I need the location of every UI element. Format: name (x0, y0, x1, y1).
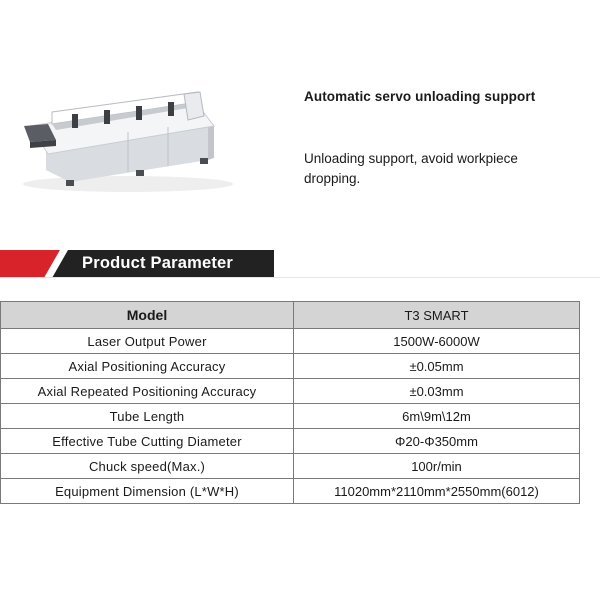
table-header-row (1, 302, 580, 329)
table-header-label: Model (1, 302, 294, 329)
table-row (1, 454, 580, 479)
param-value: 6m\9m\12m (294, 404, 580, 429)
param-value: Φ20-Φ350mm (294, 429, 580, 454)
param-label: Laser Output Power (1, 329, 294, 354)
param-value: ±0.05mm (294, 354, 580, 379)
param-value: ±0.03mm (294, 379, 580, 404)
feature-title: Automatic servo unloading support (304, 89, 536, 104)
section-title: Product Parameter (82, 254, 234, 272)
product-parameter-table (0, 301, 580, 504)
param-label: Tube Length (1, 404, 294, 429)
param-label: Equipment Dimension (L*W*H) (1, 479, 294, 504)
param-label: Axial Positioning Accuracy (1, 354, 294, 379)
table-row (1, 379, 580, 404)
table-row (1, 354, 580, 379)
table-row (1, 479, 580, 504)
feature-description: Unloading support, avoid workpiece dropping. (304, 151, 518, 186)
param-label: Effective Tube Cutting Diameter (1, 429, 294, 454)
param-value: 100r/min (294, 454, 580, 479)
table-row (1, 329, 580, 354)
param-label: Chuck speed(Max.) (1, 454, 294, 479)
param-value: 11020mm*2110mm*2550mm(6012) (294, 479, 580, 504)
table-header-model: T3 SMART (294, 302, 580, 329)
unloading-support-image (8, 80, 248, 200)
table-row (1, 429, 580, 454)
table-row (1, 404, 580, 429)
param-value: 1500W-6000W (294, 329, 580, 354)
param-label: Axial Repeated Positioning Accuracy (1, 379, 294, 404)
